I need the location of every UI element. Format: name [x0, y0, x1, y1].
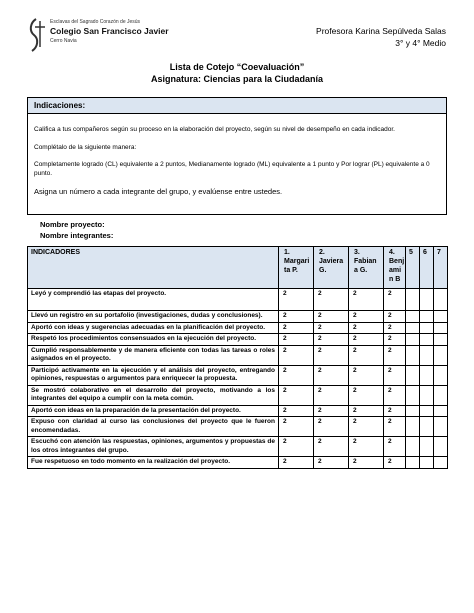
school-name: Colegio San Francisco Javier — [50, 26, 169, 36]
indicator-cell: Participó activamente en la ejecución y el análisis del proyecto, entregando opiniones, respuestas o argumentos para enriquecer la propuesta. — [28, 365, 279, 385]
score-cell[interactable] — [420, 289, 434, 311]
score-cell[interactable]: 2 — [314, 405, 349, 417]
score-cell[interactable]: 2 — [384, 322, 406, 334]
score-cell[interactable] — [420, 365, 434, 385]
score-cell[interactable] — [406, 405, 420, 417]
score-cell[interactable] — [420, 311, 434, 323]
header-student-3: 3. Fabian a G. — [349, 247, 384, 289]
score-cell[interactable]: 2 — [314, 457, 349, 469]
table-row — [28, 385, 448, 405]
table-row — [28, 405, 448, 417]
indicator-cell: Aportó con ideas y sugerencias adecuadas en la planificación del proyecto. — [28, 322, 279, 334]
score-cell[interactable] — [420, 457, 434, 469]
score-cell[interactable]: 2 — [279, 405, 314, 417]
score-cell[interactable] — [434, 405, 448, 417]
score-cell[interactable]: 2 — [349, 334, 384, 346]
indicator-cell: Aportó con ideas en la preparación de la presentación del proyecto. — [28, 405, 279, 417]
score-cell[interactable]: 2 — [314, 322, 349, 334]
score-cell[interactable]: 2 — [349, 405, 384, 417]
indicator-cell: Escuchó con atención las respuestas, opiniones, argumentos y propuestas de los otros integrantes del grupo. — [28, 437, 279, 457]
score-cell[interactable] — [434, 385, 448, 405]
instructions-heading: Indicaciones: — [28, 98, 446, 114]
indicator-cell: Fue respetuoso en todo momento en la realización del proyecto. — [28, 457, 279, 469]
score-cell[interactable]: 2 — [384, 289, 406, 311]
score-cell[interactable] — [406, 311, 420, 323]
score-cell[interactable] — [434, 345, 448, 365]
score-cell[interactable]: 2 — [384, 345, 406, 365]
score-cell[interactable]: 2 — [314, 385, 349, 405]
score-cell[interactable] — [406, 334, 420, 346]
table-row — [28, 417, 448, 437]
score-cell[interactable] — [434, 365, 448, 385]
header-student-4: 4. Benj ami n B — [384, 247, 406, 289]
score-cell[interactable]: 2 — [384, 334, 406, 346]
score-cell[interactable]: 2 — [314, 289, 349, 311]
score-cell[interactable]: 2 — [314, 334, 349, 346]
score-cell[interactable]: 2 — [384, 457, 406, 469]
score-cell[interactable]: 2 — [384, 417, 406, 437]
header-student-6: 6 — [420, 247, 434, 289]
score-cell[interactable] — [406, 289, 420, 311]
indicator-cell: Respetó los procedimientos consensuados en la ejecución del proyecto. — [28, 334, 279, 346]
table-row — [28, 437, 448, 457]
indicator-cell: Llevó un registro en su portafolio (investigaciones, dudas y conclusiones). — [28, 311, 279, 323]
score-cell[interactable]: 2 — [349, 417, 384, 437]
score-cell[interactable] — [434, 311, 448, 323]
score-cell[interactable]: 2 — [279, 322, 314, 334]
score-cell[interactable]: 2 — [349, 457, 384, 469]
score-cell[interactable]: 2 — [349, 311, 384, 323]
score-cell[interactable] — [420, 385, 434, 405]
score-cell[interactable]: 2 — [384, 365, 406, 385]
score-cell[interactable] — [406, 417, 420, 437]
table-row — [28, 345, 448, 365]
score-cell[interactable]: 2 — [279, 334, 314, 346]
instructions-text-1: Califica a tus compañeros según su proceso en la elaboración del proyecto, según su nivel de desempeño en cada indicador. — [34, 126, 395, 133]
teacher-name: Profesora Karina Sepúlveda Salas — [316, 26, 446, 36]
header-student-1: 1. Margari ta P. — [279, 247, 314, 289]
instructions-box — [27, 97, 447, 215]
project-name-label: Nombre proyecto: — [40, 220, 105, 229]
score-cell[interactable]: 2 — [349, 365, 384, 385]
score-cell[interactable] — [434, 437, 448, 457]
table-header-row — [28, 247, 448, 289]
score-cell[interactable]: 2 — [349, 322, 384, 334]
score-cell[interactable]: 2 — [314, 437, 349, 457]
header-student-2: 2. Javiera G. — [314, 247, 349, 289]
score-cell[interactable] — [406, 457, 420, 469]
score-cell[interactable] — [434, 322, 448, 334]
project-members-label: Nombre integrantes: — [40, 231, 114, 240]
table-row — [28, 322, 448, 334]
score-cell[interactable]: 2 — [349, 385, 384, 405]
score-cell[interactable]: 2 — [279, 311, 314, 323]
score-cell[interactable]: 2 — [279, 365, 314, 385]
score-cell[interactable] — [420, 417, 434, 437]
score-cell[interactable]: 2 — [384, 437, 406, 457]
header-student-5: 5 — [406, 247, 420, 289]
score-cell[interactable]: 2 — [384, 405, 406, 417]
score-cell[interactable]: 2 — [279, 289, 314, 311]
score-cell[interactable] — [406, 322, 420, 334]
score-cell[interactable]: 2 — [349, 345, 384, 365]
score-cell[interactable] — [434, 457, 448, 469]
header-student-7: 7 — [434, 247, 448, 289]
grade-level: 3° y 4° Medio — [395, 38, 446, 48]
score-cell[interactable]: 2 — [314, 311, 349, 323]
checklist-table — [27, 246, 448, 469]
instructions-text-3: Completamente logrado (CL) equivalente a 2 puntos, Medianamente logrado (ML) equivalente a 1 punto y Por lograr (PL) equivalente a 0 punto. — [34, 161, 430, 177]
score-cell[interactable] — [434, 417, 448, 437]
score-cell[interactable] — [406, 345, 420, 365]
score-cell[interactable]: 2 — [314, 345, 349, 365]
score-cell[interactable]: 2 — [279, 345, 314, 365]
score-cell[interactable] — [406, 365, 420, 385]
table-row — [28, 457, 448, 469]
score-cell[interactable]: 2 — [384, 311, 406, 323]
indicator-cell: Expuso con claridad al curso las conclusiones del proyecto que le fueron encomendadas. — [28, 417, 279, 437]
school-crest-icon — [26, 17, 46, 53]
score-cell[interactable]: 2 — [279, 385, 314, 405]
score-cell[interactable]: 2 — [349, 437, 384, 457]
indicator-cell: Leyó y comprendió las etapas del proyecto. — [28, 289, 279, 311]
score-cell[interactable] — [434, 289, 448, 311]
score-cell[interactable]: 2 — [384, 385, 406, 405]
table-row — [28, 365, 448, 385]
table-row — [28, 334, 448, 346]
instructions-text-2: Complétalo de la siguiente manera: — [34, 144, 137, 151]
score-cell[interactable] — [406, 385, 420, 405]
score-cell[interactable] — [420, 334, 434, 346]
score-cell[interactable]: 2 — [279, 457, 314, 469]
subject-title: Asignatura: Ciencias para la Ciudadanía — [150, 74, 324, 84]
header-indicators: INDICADORES — [28, 247, 279, 289]
score-cell[interactable]: 2 — [279, 437, 314, 457]
indicator-cell: Se mostró colaborativo en el desarrollo del proyecto, motivando a los integrantes del equipo a cumplir con la meta común. — [28, 385, 279, 405]
table-row — [28, 289, 448, 311]
score-cell[interactable] — [434, 334, 448, 346]
indicator-cell: Cumplió responsablemente y de manera eficiente con todas las tareas o roles asignados en el proyecto. — [28, 345, 279, 365]
score-cell[interactable]: 2 — [279, 417, 314, 437]
score-cell[interactable] — [420, 405, 434, 417]
document-title: Lista de Cotejo “Coevaluación” — [169, 62, 305, 72]
score-cell[interactable]: 2 — [314, 365, 349, 385]
instructions-text-4: Asigna un número a cada integrante del grupo, y evalúense entre ustedes. — [34, 187, 283, 196]
table-row — [28, 311, 448, 323]
score-cell[interactable] — [406, 437, 420, 457]
school-logo — [26, 17, 169, 57]
teacher-info — [316, 25, 446, 49]
score-cell[interactable]: 2 — [349, 289, 384, 311]
score-cell[interactable] — [420, 345, 434, 365]
score-cell[interactable]: 2 — [314, 417, 349, 437]
score-cell[interactable] — [420, 322, 434, 334]
school-location: Cerro Navia — [50, 38, 77, 44]
school-subtitle: Esclavas del Sagrado Corazón de Jesús — [50, 19, 141, 25]
score-cell[interactable] — [420, 437, 434, 457]
